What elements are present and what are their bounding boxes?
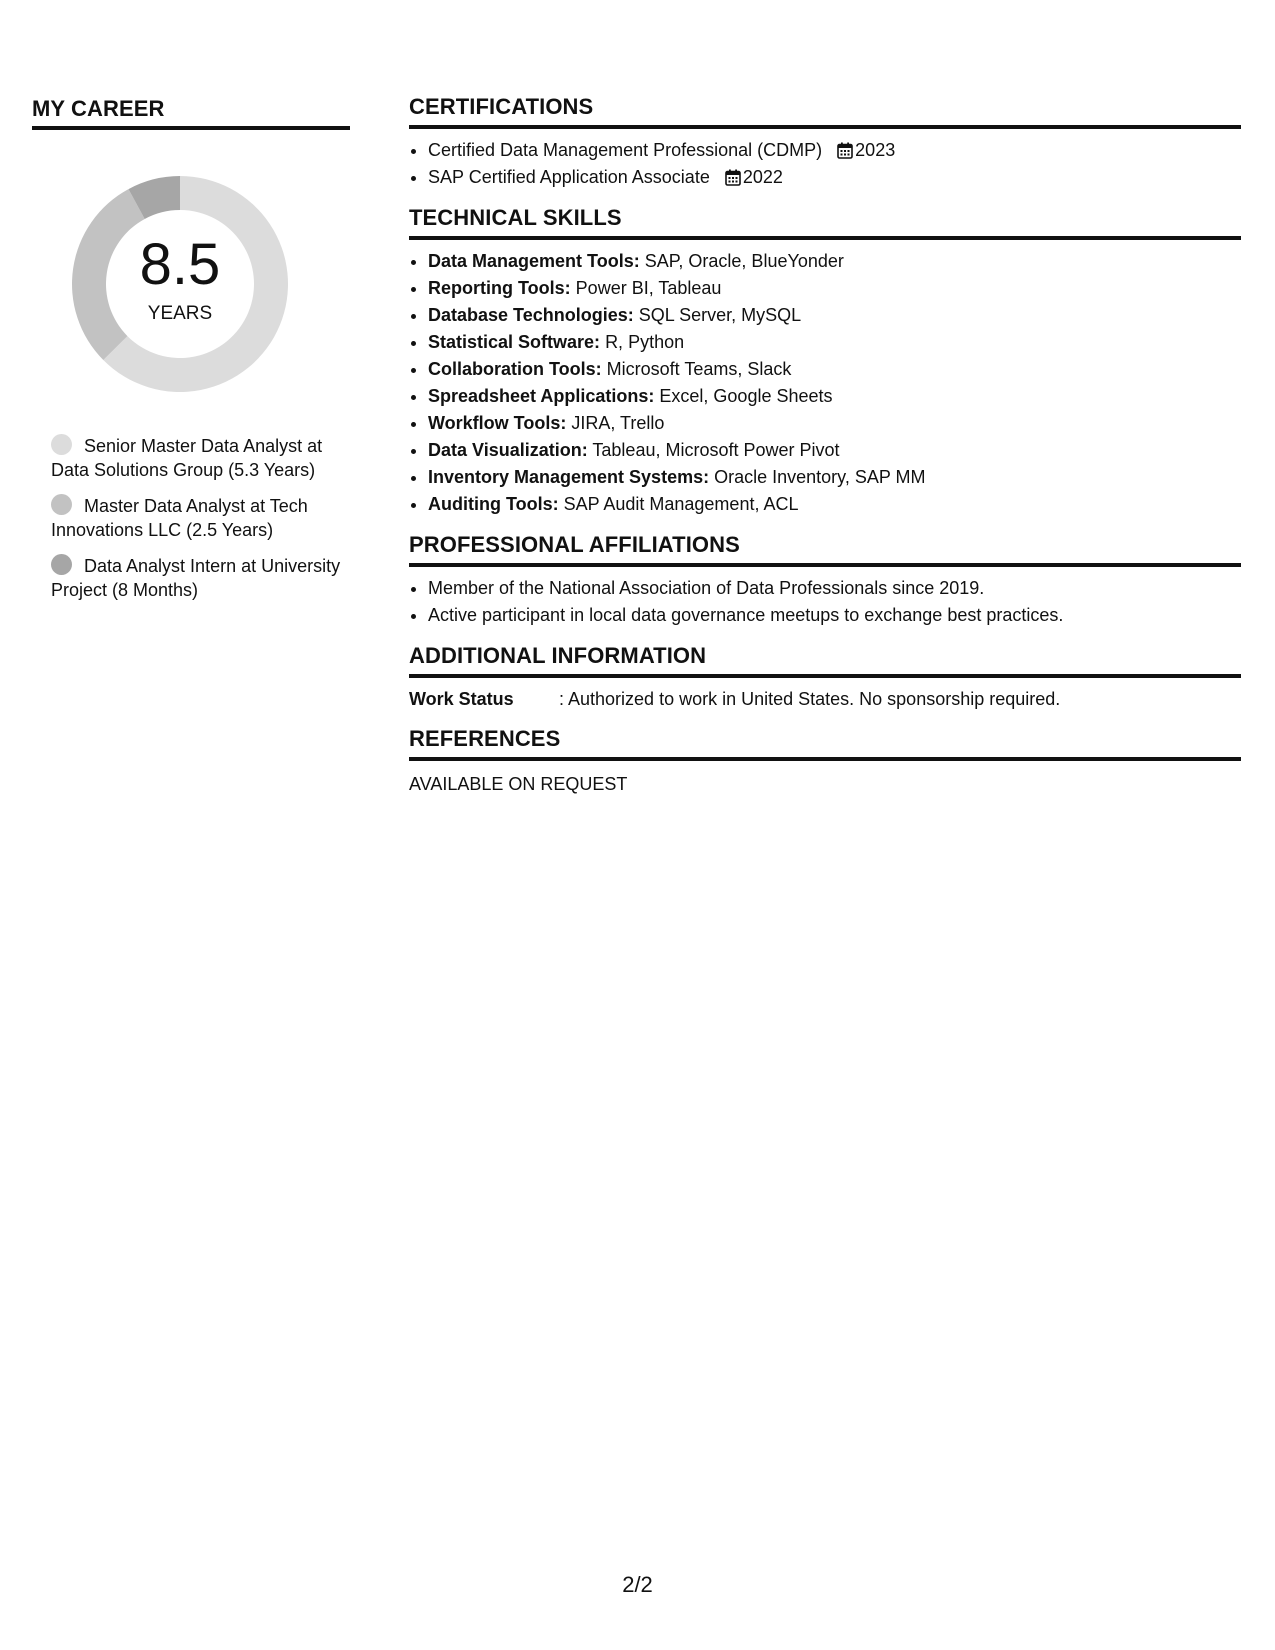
skill-value: Microsoft Teams, Slack (606, 359, 792, 379)
references-title: REFERENCES (409, 726, 1241, 761)
work-status-row (409, 686, 1241, 712)
career-column (32, 96, 350, 614)
skill-label: Workflow Tools: (428, 413, 567, 433)
certifications-title: CERTIFICATIONS (409, 94, 1241, 129)
skill-value: SQL Server, MySQL (638, 305, 802, 325)
calendar-icon (837, 142, 853, 159)
skill-label: Data Visualization: (428, 440, 588, 460)
skill-item (428, 356, 1241, 383)
main-column (409, 94, 1241, 811)
skill-item (428, 302, 1241, 329)
skills-title: TECHNICAL SKILLS (409, 205, 1241, 240)
skill-label: Data Management Tools: (428, 251, 640, 271)
skill-item (428, 464, 1241, 491)
career-donut-chart (64, 168, 296, 400)
certification-item (428, 164, 1241, 191)
skill-item (428, 248, 1241, 275)
skill-item (428, 491, 1241, 518)
legend-dot (51, 434, 72, 455)
career-item (51, 434, 351, 482)
skill-value: Tableau, Microsoft Power Pivot (592, 440, 840, 460)
career-legend (51, 434, 351, 602)
career-item-text: Senior Master Data Analyst at Data Solutions Group (5.3 Years) (51, 436, 323, 480)
affiliations-title: PROFESSIONAL AFFILIATIONS (409, 532, 1241, 567)
legend-dot (51, 494, 72, 515)
skill-value: SAP Audit Management, ACL (563, 494, 799, 514)
certification-year: 2023 (855, 140, 896, 160)
certification-item (428, 137, 1241, 164)
career-item-text: Data Analyst Intern at University Project (8 Months) (51, 556, 341, 600)
calendar-icon (725, 169, 741, 186)
skill-label: Reporting Tools: (428, 278, 571, 298)
skill-value: Power BI, Tableau (575, 278, 722, 298)
career-item (51, 554, 351, 602)
skill-value: Oracle Inventory, SAP MM (714, 467, 926, 487)
skill-item (428, 437, 1241, 464)
skills-list (409, 248, 1241, 518)
career-title: MY CAREER (32, 96, 350, 130)
certification-name: SAP Certified Application Associate (428, 167, 710, 187)
certification-name: Certified Data Management Professional (CDMP) (428, 140, 823, 160)
certifications-section (409, 94, 1241, 191)
affiliation-item: • Active participant in local data governance meetups to exchange best practices. (428, 602, 1241, 629)
skill-item (428, 410, 1241, 437)
additional-section (409, 643, 1241, 712)
work-status-value: : Authorized to work in United States. No sponsorship required. (559, 689, 1061, 709)
skill-value: SAP, Oracle, BlueYonder (644, 251, 844, 271)
skills-section (409, 205, 1241, 518)
skill-item (428, 275, 1241, 302)
affiliations-list (409, 575, 1241, 629)
skill-value: JIRA, Trello (571, 413, 665, 433)
additional-title: ADDITIONAL INFORMATION (409, 643, 1241, 678)
affiliations-section (409, 532, 1241, 629)
total-years-value: 8.5 (139, 232, 221, 297)
legend-dot (51, 554, 72, 575)
skill-label: Statistical Software: (428, 332, 601, 352)
skill-label: Collaboration Tools: (428, 359, 602, 379)
affiliation-item: • Member of the National Association of Data Professionals since 2019. (428, 575, 1241, 602)
skill-item (428, 329, 1241, 356)
skill-label: Database Technologies: (428, 305, 634, 325)
certification-year: 2022 (742, 167, 783, 187)
work-status-label: Work Status (409, 689, 514, 709)
skill-value: Excel, Google Sheets (659, 386, 833, 406)
skill-value: R, Python (605, 332, 685, 352)
skill-item (428, 383, 1241, 410)
skill-label: Auditing Tools: (428, 494, 559, 514)
references-section (409, 726, 1241, 797)
career-item-text: Master Data Analyst at Tech Innovations LLC (2.5 Years) (51, 496, 308, 540)
certifications-list (409, 137, 1241, 191)
total-years-unit: YEARS (147, 303, 213, 324)
references-text: AVAILABLE ON REQUEST (409, 774, 628, 794)
career-item (51, 494, 351, 542)
skill-label: Spreadsheet Applications: (428, 386, 655, 406)
page-number: 2/2 (622, 1572, 653, 1597)
skill-label: Inventory Management Systems: (428, 467, 710, 487)
